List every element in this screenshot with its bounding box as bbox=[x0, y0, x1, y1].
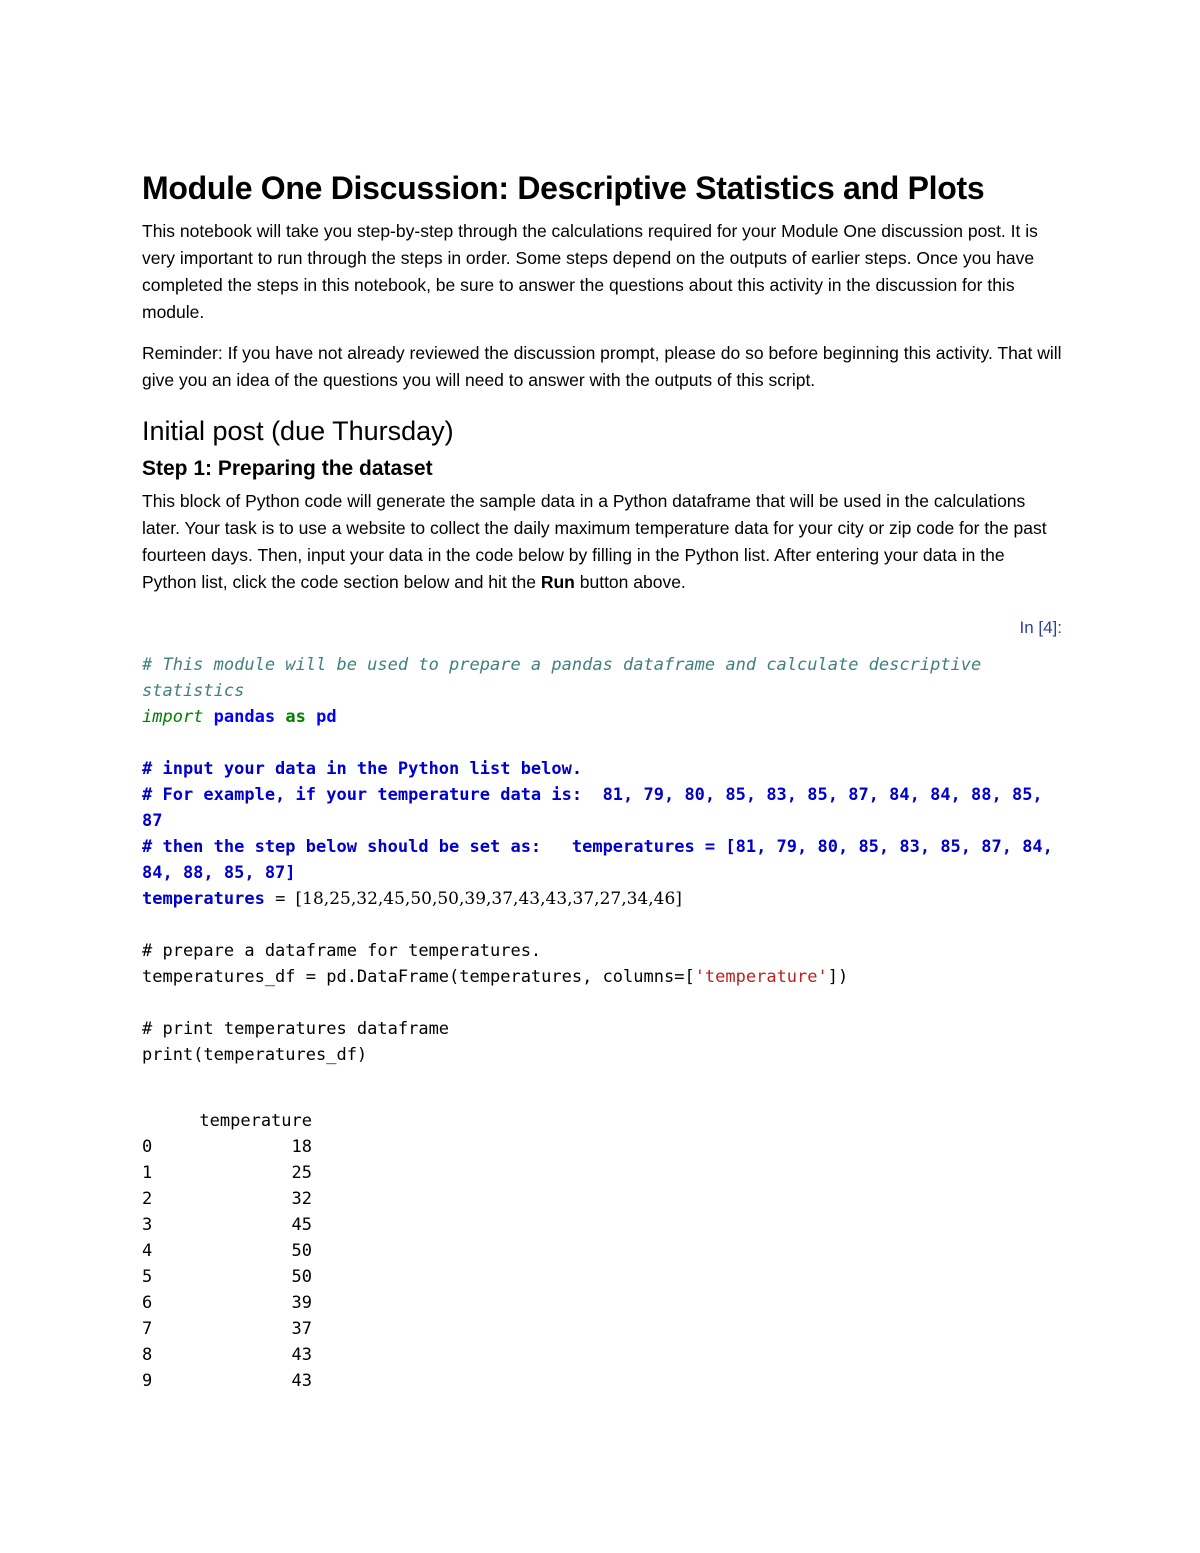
dataframe-row-value: 37 bbox=[291, 1319, 312, 1339]
dataframe-row-value: 50 bbox=[291, 1267, 312, 1287]
code-temps-var: temperatures bbox=[142, 889, 265, 909]
dataframe-row bbox=[142, 1264, 312, 1290]
dataframe-row-index: 6 bbox=[142, 1293, 153, 1313]
dataframe-row-index: 4 bbox=[142, 1241, 153, 1261]
cell-output bbox=[142, 1108, 1062, 1394]
code-as-keyword: as bbox=[285, 707, 306, 727]
code-print-line: print(temperatures_df) bbox=[142, 1045, 368, 1065]
step1-text-after: button above. bbox=[574, 572, 686, 592]
code-df-line-start: temperatures_df = pd.DataFrame(temperatures, columns=[ bbox=[142, 967, 695, 987]
dataframe-row bbox=[142, 1342, 312, 1368]
code-temps-eq: = bbox=[264, 889, 296, 909]
dataframe-row-value: 45 bbox=[291, 1215, 312, 1235]
dataframe-row-index: 7 bbox=[142, 1319, 153, 1339]
dataframe-row bbox=[142, 1160, 312, 1186]
code-df-string: 'temperature' bbox=[694, 967, 828, 987]
step1-heading: Step 1: Preparing the dataset bbox=[142, 457, 433, 480]
dataframe-row-index: 8 bbox=[142, 1345, 153, 1365]
dataframe-row-value: 43 bbox=[291, 1345, 312, 1365]
code-comment-input: # input your data in the Python list below. bbox=[142, 759, 583, 779]
section-heading: Initial post (due Thursday) bbox=[142, 416, 454, 446]
dataframe-row-index: 3 bbox=[142, 1215, 153, 1235]
cell-prompt-row bbox=[142, 618, 1062, 642]
step1-paragraph bbox=[142, 488, 1062, 596]
cell-prompt: In [4]: bbox=[1019, 618, 1062, 637]
code-comment-prepare: # prepare a dataframe for temperatures. bbox=[142, 941, 542, 961]
notebook-page bbox=[142, 168, 1062, 1394]
dataframe-row-index: 2 bbox=[142, 1189, 153, 1209]
dataframe-row bbox=[142, 1316, 312, 1342]
page-title: Module One Discussion: Descriptive Statistics and Plots bbox=[142, 170, 985, 206]
dataframe-row-value: 32 bbox=[291, 1189, 312, 1209]
dataframe-row-index: 9 bbox=[142, 1371, 153, 1391]
step1-text-before: This block of Python code will generate the sample data in a Python dataframe that will be used in the calculations later. Your task is to use a website to collect the daily maximum temperature data for your city or zip code for the past fourteen days. Then, input your data in the code below by filling in the Python list. After entering your data in the Python list, click the code section below and hit the bbox=[142, 491, 1047, 592]
dataframe-row bbox=[142, 1186, 312, 1212]
dataframe-header-row bbox=[142, 1108, 312, 1134]
reminder-paragraph: Reminder: If you have not already reviewed the discussion prompt, please do so before beginning this activity. That will give you an idea of the questions you will need to answer with the outputs of this script. bbox=[142, 343, 1062, 390]
dataframe-row bbox=[142, 1134, 312, 1160]
dataframe-row-value: 39 bbox=[291, 1293, 312, 1313]
dataframe-row-value: 50 bbox=[291, 1241, 312, 1261]
code-df-line-end: ]) bbox=[827, 967, 849, 987]
code-import-keyword: import bbox=[142, 707, 204, 727]
code-alias: pd bbox=[316, 707, 337, 727]
dataframe-row bbox=[142, 1290, 312, 1316]
code-comment-example: # For example, if your temperature data is: 81, 79, 80, 85, 83, 85, 87, 84, 84, 88, 85, 87 bbox=[142, 785, 1053, 831]
code-comment-then: # then the step below should be set as: temperatures = [81, 79, 80, 85, 83, 85, 87, 84, 84, 88, 85, 87] bbox=[142, 837, 1064, 883]
run-word: Run bbox=[540, 572, 575, 592]
code-temps-list: [18,25,32,45,50,50,39,37,43,43,37,27,34,46] bbox=[295, 889, 682, 909]
dataframe-row bbox=[142, 1368, 312, 1394]
dataframe-output bbox=[142, 1108, 312, 1394]
dataframe-row-value: 25 bbox=[291, 1163, 312, 1183]
code-comment-print: # print temperatures dataframe bbox=[142, 1019, 450, 1039]
code-import-module: pandas bbox=[213, 707, 276, 727]
code-cell[interactable] bbox=[142, 652, 1062, 1068]
dataframe-row bbox=[142, 1212, 312, 1238]
dataframe-row-value: 18 bbox=[291, 1137, 312, 1157]
dataframe-column-header: temperature bbox=[199, 1111, 312, 1131]
intro-paragraph: This notebook will take you step-by-step through the calculations required for your Module One discussion post. It is very important to run through the steps in order. Some steps depend on the outputs of earlier steps. Once you have completed the steps in this notebook, be sure to answer the questions about this activity in the discussion for this module. bbox=[142, 221, 1038, 322]
code-comment-module: # This module will be used to prepare a pandas dataframe and calculate descriptive statistics bbox=[142, 655, 992, 701]
dataframe-row-index: 1 bbox=[142, 1163, 153, 1183]
dataframe-row-index: 0 bbox=[142, 1137, 153, 1157]
dataframe-row-index: 5 bbox=[142, 1267, 153, 1287]
dataframe-row bbox=[142, 1238, 312, 1264]
dataframe-row-value: 43 bbox=[291, 1371, 312, 1391]
